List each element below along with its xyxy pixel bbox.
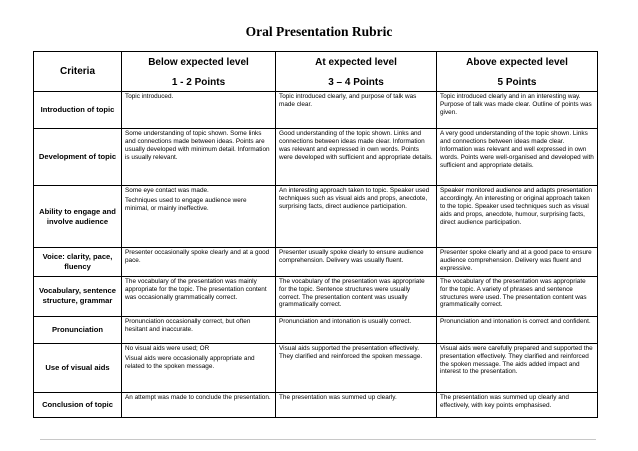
- descriptor-text: Topic introduced.: [125, 93, 174, 100]
- level-points: 1 - 2 Points: [171, 77, 226, 88]
- descriptor-text: Some understanding of topic shown. Some links and connections made between ideas. Points are usually developed with minimum detail. Information is usually relevant.: [125, 130, 270, 161]
- criteria-cell: Conclusion of topic: [34, 392, 122, 417]
- descriptor-text: Topic introduced clearly and in an interesting way. Purpose of talk was made clear. Outline of points was given.: [440, 93, 592, 116]
- above-level-cell: [437, 92, 598, 129]
- criteria-cell: Pronunciation: [34, 316, 122, 343]
- document-title: Oral Presentation Rubric: [245, 24, 393, 39]
- below-level-cell: [122, 276, 276, 316]
- at-level-cell: [276, 343, 437, 392]
- below-level-cell: [122, 92, 276, 129]
- descriptor-text: Visual aids were carefully prepared and supported the presentation effectively. They clarified and reinforced the spoken message. The aids added impact and interest to the presentation.: [440, 344, 593, 376]
- descriptor-text: Presenter occasionally spoke clearly and at a good pace.: [125, 249, 270, 264]
- descriptor-text: The presentation was summed up clearly.: [279, 393, 397, 401]
- criteria-cell: Ability to engage and involve audience: [34, 186, 122, 248]
- below-level-cell: [122, 248, 276, 277]
- rubric-row: [34, 92, 598, 129]
- descriptor-text: A very good understanding of the topic shown. Links and connections between ideas made clear. Information was relevant and well expressed in own words. Points were well-organised and developed with sufficient and appropriate details.: [440, 130, 594, 169]
- above-level-cell: [437, 343, 598, 392]
- level-points: 5 Points: [497, 77, 537, 88]
- rubric-row: [34, 316, 598, 343]
- below-level-cell: [122, 343, 276, 392]
- above-level-cell: [437, 276, 598, 316]
- descriptor-text: The vocabulary of the presentation was mainly appropriate for the topic. The presentation content was occasionally grammatically correct.: [125, 277, 267, 301]
- descriptor-text: Presenter usually spoke clearly to ensure audience comprehension. Delivery was usually fluent.: [279, 249, 424, 264]
- at-level-cell: [276, 248, 437, 277]
- footer-divider: [40, 439, 596, 440]
- criteria-cell: Development of topic: [34, 129, 122, 186]
- rubric-row: [34, 276, 598, 316]
- criteria-header: Criteria: [34, 52, 122, 92]
- at-level-cell: [276, 92, 437, 129]
- above-level-header: [437, 52, 598, 92]
- descriptor-text: Pronunciation occasionally correct, but often hesitant and inaccurate.: [125, 317, 251, 333]
- above-level-cell: [437, 316, 598, 343]
- below-level-cell: [122, 129, 276, 186]
- level-points: 3 – 4 Points: [328, 77, 384, 88]
- above-level-cell: [437, 129, 598, 186]
- descriptor-text: The vocabulary of the presentation was appropriate for the topic. A variety of phrases and sentence structures were used. The presentation content was grammatically correct.: [440, 277, 587, 309]
- descriptor-text: Pronunciation and intonation is correct and confident.: [440, 317, 591, 325]
- descriptor-text: Speaker monitored audience and adapts presentation accordingly. An interesting or original approach taken to the topic. Speaker used techniques such as visual aids and props, anecdote, humour, surprising facts, direct audience participation.: [440, 187, 593, 226]
- rubric-table: [33, 51, 598, 418]
- descriptor-text: Visual aids were occasionally appropriate and related to the spoken message.: [125, 354, 255, 370]
- criteria-cell: Voice: clarity, pace, fluency: [34, 248, 122, 277]
- level-name: Below expected level: [148, 57, 249, 68]
- descriptor-text: Topic introduced clearly, and purpose of talk was made clear.: [279, 93, 417, 108]
- rubric-row: [34, 186, 598, 248]
- header-row: [34, 52, 598, 92]
- below-level-cell: [122, 186, 276, 248]
- descriptor-text: Good understanding of the topic shown. Links and connections between ideas made clear. Information was relevant and expressed in own words. Points were developed with sufficient and appropriate details.: [279, 130, 433, 161]
- below-level-cell: [122, 392, 276, 417]
- descriptor-text: Pronunciation and intonation is usually correct.: [279, 317, 412, 325]
- level-name: Above expected level: [466, 57, 568, 68]
- criteria-cell: Use of visual aids: [34, 343, 122, 392]
- descriptor-text: The presentation was summed up clearly and effectively, with key points emphasised.: [440, 393, 569, 409]
- descriptor-text: Techniques used to engage audience were minimal, or mainly ineffective.: [125, 196, 247, 212]
- at-level-cell: [276, 316, 437, 343]
- descriptor-text: An interesting approach taken to topic. Speaker used techniques such as visual aids and props, anecdote, surprising facts, direct audience participation.: [279, 187, 430, 210]
- above-level-cell: [437, 392, 598, 417]
- rubric-row: [34, 129, 598, 186]
- descriptor-text: No visual aids were used; OR: [125, 344, 210, 352]
- at-level-header: [276, 52, 437, 92]
- at-level-cell: [276, 392, 437, 417]
- above-level-cell: [437, 186, 598, 248]
- descriptor-text: Some eye contact was made.: [125, 187, 209, 194]
- below-level-header: [122, 52, 276, 92]
- rubric-row: [34, 392, 598, 417]
- criteria-cell: Vocabulary, sentence structure, grammar: [34, 276, 122, 316]
- descriptor-text: Visual aids supported the presentation effectively. They clarified and reinforced the spoken message.: [279, 344, 423, 360]
- rubric-body: [34, 92, 598, 418]
- rubric-row: [34, 248, 598, 277]
- descriptor-text: The vocabulary of the presentation was appropriate for the topic. Sentence structures were usually correct. The presentation content was usually grammatically correct.: [279, 277, 425, 309]
- at-level-cell: [276, 129, 437, 186]
- rubric-row: [34, 343, 598, 392]
- level-name: At expected level: [315, 57, 397, 68]
- criteria-cell: Introduction of topic: [34, 92, 122, 129]
- descriptor-text: An attempt was made to conclude the presentation.: [125, 393, 271, 401]
- descriptor-text: Presenter spoke clearly and at a good pace to ensure audience comprehension. Delivery was fluent and expressive.: [440, 249, 592, 272]
- above-level-cell: [437, 248, 598, 277]
- at-level-cell: [276, 276, 437, 316]
- at-level-cell: [276, 186, 437, 248]
- below-level-cell: [122, 316, 276, 343]
